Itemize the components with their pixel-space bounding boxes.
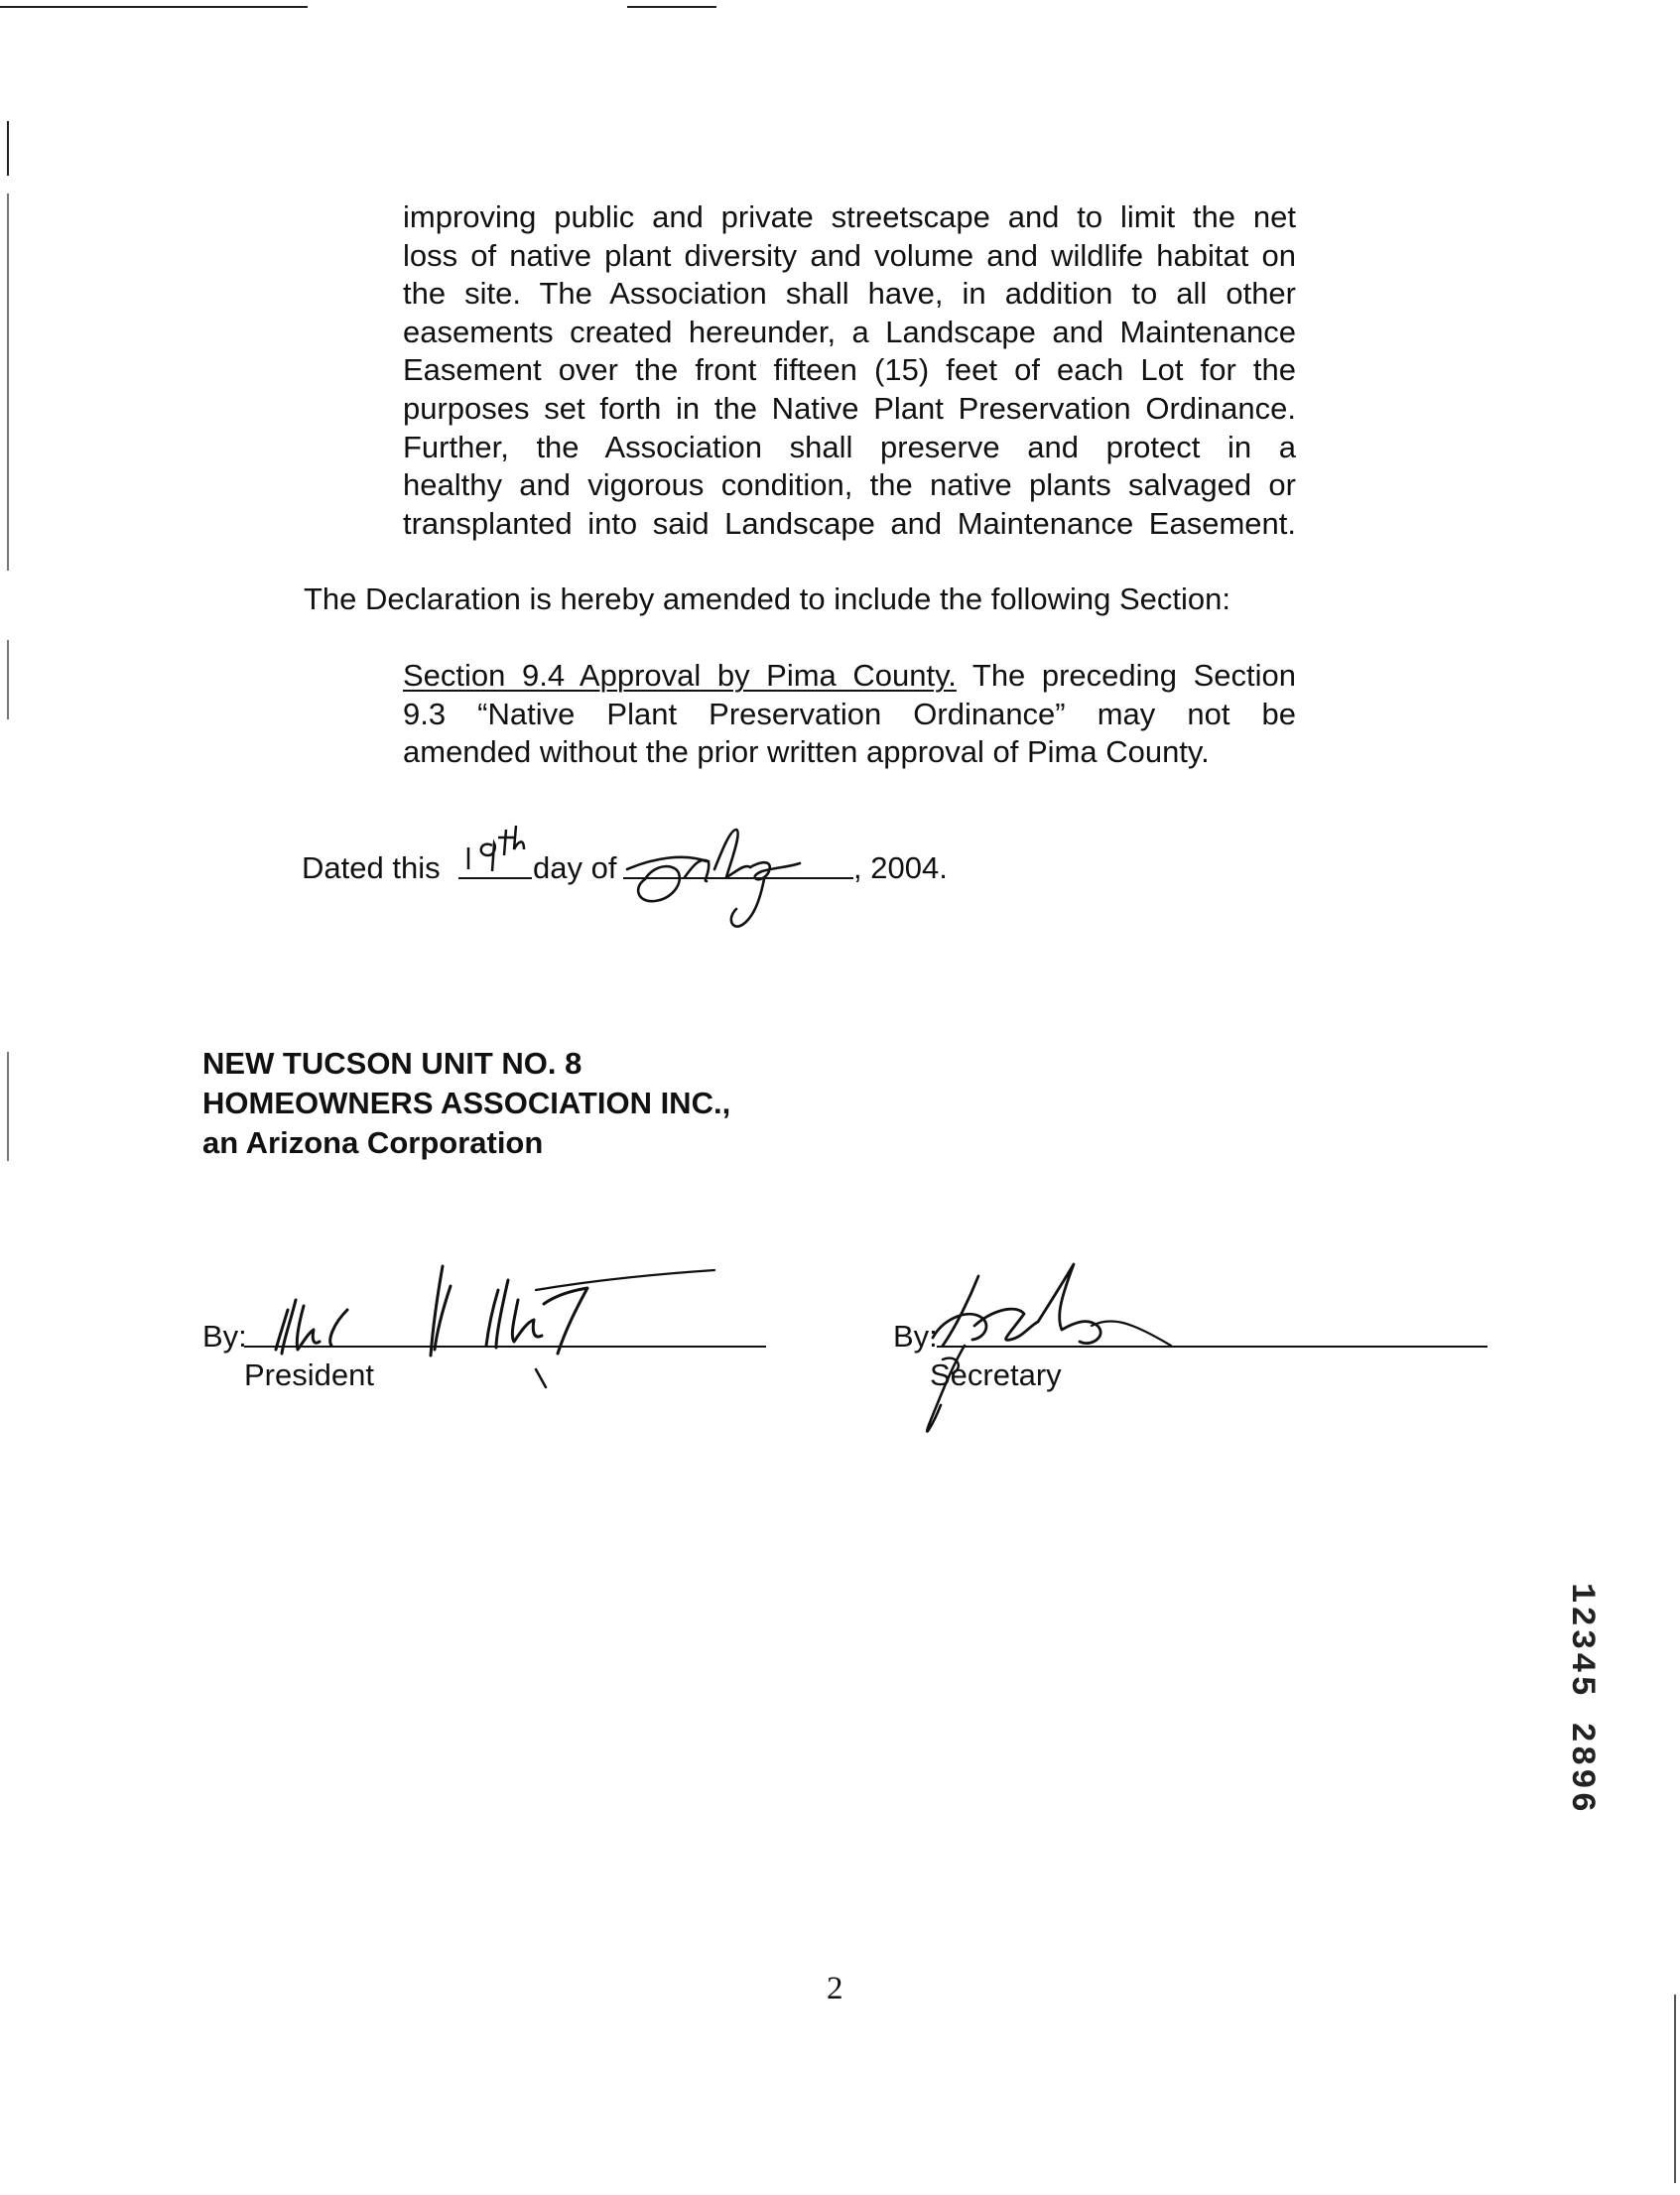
association-name-line-2: HOMEOWNERS ASSOCIATION INC.,	[202, 1086, 731, 1120]
scan-top-line-mid	[627, 6, 716, 8]
scan-top-line-left	[0, 6, 308, 8]
recording-number-stamp: 12345 2896	[1562, 1583, 1600, 1816]
secretary-by-label: By:	[893, 1319, 938, 1354]
section-9-4-line-2: 9.3 “Native Plant Preservation Ordinance” may not be	[403, 696, 1296, 731]
president-by-label: By:	[202, 1319, 247, 1354]
day-blank	[458, 877, 532, 879]
amendment-intro: The Declaration is hereby amended to include the following Section:	[304, 581, 1230, 616]
association-name-line-3: an Arizona Corporation	[202, 1125, 544, 1160]
paragraph-line: improving public and private streetscape and to limit the net	[403, 199, 1296, 234]
scan-left-edge-mark-1	[7, 121, 9, 176]
dated-prefix: Dated this	[302, 850, 441, 885]
section-9-4-line-1-rest: The preceding Section	[956, 658, 1296, 693]
section-9-4	[403, 657, 1296, 772]
section-9-4-heading: Section 9.4 Approval by Pima County.	[403, 658, 957, 693]
section-9-4-line-3: amended without the prior written approval of Pima County.	[403, 734, 1210, 770]
paragraph-line: Easement over the front fifteen (15) feet of each Lot for the	[403, 352, 1296, 388]
scan-left-edge-mark-3	[7, 640, 9, 719]
paragraph-line: transplanted into said Landscape and Maintenance Easement.	[403, 505, 1296, 541]
association-name-line-1: NEW TUCSON UNIT NO. 8	[202, 1046, 582, 1081]
paragraph-line: the site. The Association shall have, in addition to all other	[403, 276, 1296, 312]
paragraph-line: easements created hereunder, a Landscape and Maintenance	[403, 314, 1296, 349]
dated-middle: day of	[533, 850, 617, 885]
paragraph-line: Further, the Association shall preserve and protect in a	[403, 429, 1296, 464]
scan-left-edge-mark-2	[7, 194, 9, 571]
association-block	[202, 1044, 730, 1163]
body-paragraph	[403, 198, 1296, 543]
dated-suffix: , 2004.	[853, 850, 948, 885]
scan-left-edge-mark-4	[7, 1052, 9, 1161]
scan-right-edge-mark	[1674, 1995, 1676, 2183]
day-handwriting-svg	[462, 826, 538, 871]
page-number: 2	[827, 1971, 843, 2006]
section-9-4-line-1	[403, 657, 1296, 696]
secretary-role-label: Secretary	[930, 1357, 1062, 1392]
paragraph-line: purposes set forth in the Native Plant Preservation Ordinance.	[403, 390, 1296, 426]
paragraph-line: loss of native plant diversity and volume and wildlife habitat on	[403, 237, 1296, 273]
secretary-signature	[913, 1256, 1240, 1455]
month-handwritten-signature	[615, 824, 814, 933]
paragraph-line: healthy and vigorous condition, the native plants salvaged or	[403, 467, 1296, 503]
president-role-label: President	[244, 1357, 374, 1392]
